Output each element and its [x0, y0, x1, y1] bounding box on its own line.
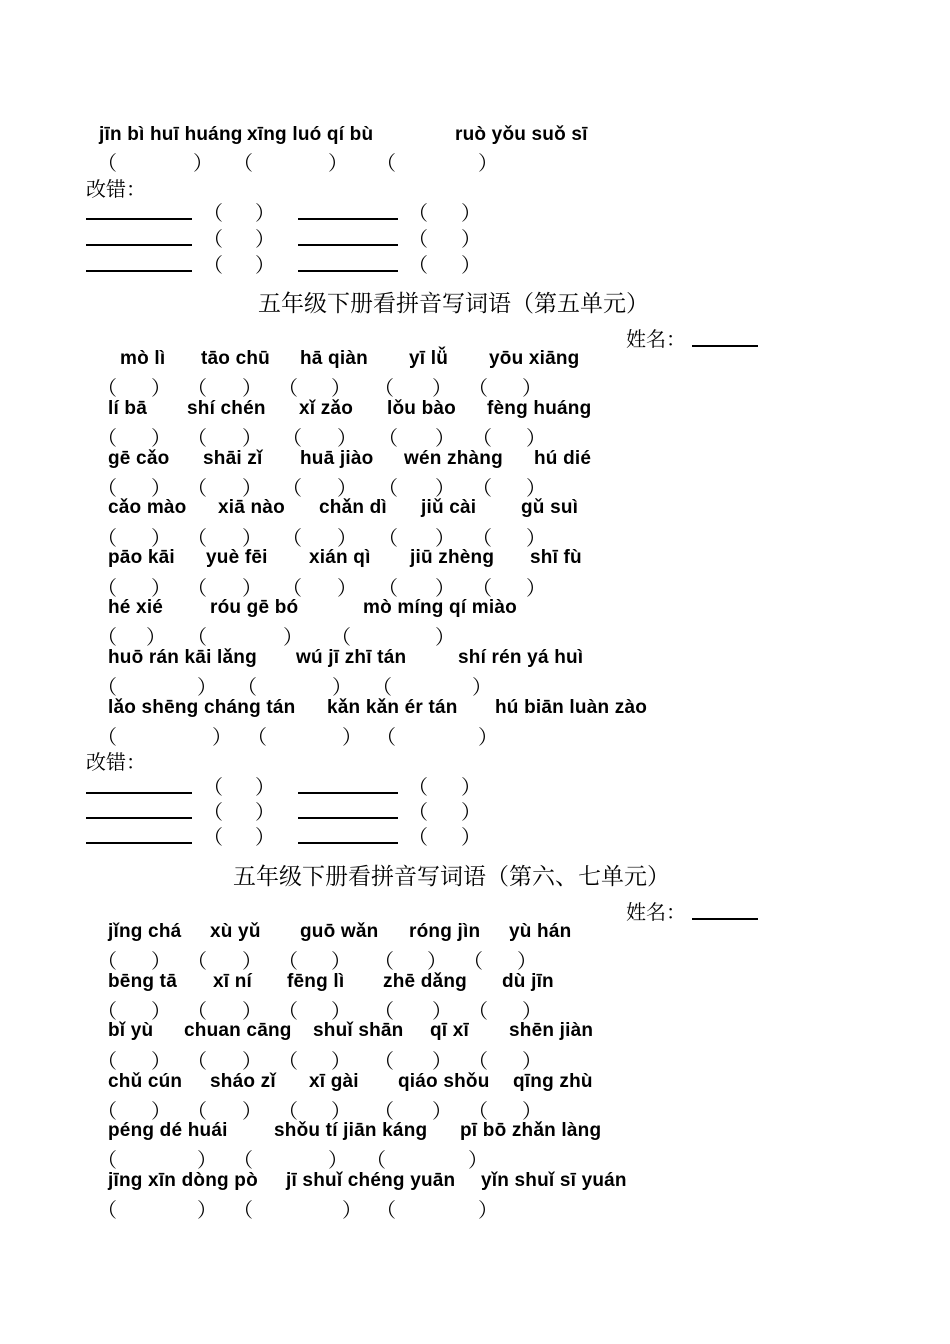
open-paren: （ — [97, 951, 117, 973]
open-paren: （ — [472, 478, 492, 500]
pinyin-word: mò míng qí miào — [363, 597, 517, 618]
close-paren: ） — [526, 578, 546, 600]
open-paren: （ — [376, 153, 396, 175]
pinyin-word: shī fù — [530, 547, 582, 568]
pinyin-word: huā jiào — [300, 448, 374, 469]
pinyin-word: pāo kāi — [108, 547, 175, 568]
pinyin-word: gē cǎo — [108, 448, 170, 469]
close-paren: ） — [435, 578, 455, 600]
pinyin-word: huō rán kāi lǎng — [108, 647, 257, 668]
pinyin-word: chǎn dì — [319, 497, 387, 518]
open-paren: （ — [374, 1051, 394, 1073]
close-paren: ） — [242, 1101, 262, 1123]
close-paren: ） — [328, 1150, 348, 1172]
open-paren: （ — [472, 428, 492, 450]
open-paren: （ — [282, 478, 302, 500]
open-paren: （ — [203, 777, 223, 799]
name-blank — [692, 918, 758, 920]
close-paren: ） — [522, 1101, 542, 1123]
close-paren: ） — [255, 777, 275, 799]
close-paren: ） — [517, 951, 537, 973]
close-paren: ） — [331, 1051, 351, 1073]
open-paren: （ — [97, 1001, 117, 1023]
pinyin-word: yī lǚ — [409, 348, 449, 369]
blank-line — [298, 270, 398, 272]
close-paren: ） — [472, 677, 492, 699]
pinyin-word: gǔ suì — [521, 497, 579, 518]
close-paren: ） — [337, 578, 357, 600]
open-paren: （ — [203, 255, 223, 277]
open-paren: （ — [97, 528, 117, 550]
pinyin-word: hā qiàn — [300, 348, 368, 369]
close-paren: ） — [242, 578, 262, 600]
open-paren: （ — [374, 1101, 394, 1123]
blank-line — [298, 244, 398, 246]
open-paren: （ — [187, 478, 207, 500]
close-paren: ） — [461, 229, 481, 251]
open-paren: （ — [187, 428, 207, 450]
open-paren: （ — [97, 428, 117, 450]
close-paren: ） — [151, 1051, 171, 1073]
close-paren: ） — [432, 1101, 452, 1123]
open-paren: （ — [97, 677, 117, 699]
pinyin-word: lǎo shēng cháng tán — [108, 697, 296, 718]
open-paren: （ — [187, 1101, 207, 1123]
blank-line — [86, 244, 192, 246]
close-paren: ） — [432, 1051, 452, 1073]
blank-line — [86, 817, 192, 819]
unit5-title: 五年级下册看拼音写词语（第五单元） — [258, 291, 649, 317]
close-paren: ） — [331, 1101, 351, 1123]
open-paren: （ — [97, 1101, 117, 1123]
open-paren: （ — [408, 827, 428, 849]
close-paren: ） — [255, 229, 275, 251]
close-paren: ） — [212, 727, 232, 749]
close-paren: ） — [427, 951, 447, 973]
close-paren: ） — [255, 827, 275, 849]
close-paren: ） — [522, 1001, 542, 1023]
pinyin-word: jīng xīn dòng pò — [108, 1170, 258, 1191]
open-paren: （ — [187, 578, 207, 600]
close-paren: ） — [526, 478, 546, 500]
pinyin-word: shāi zǐ — [203, 448, 263, 469]
open-paren: （ — [247, 727, 267, 749]
close-paren: ） — [151, 528, 171, 550]
close-paren: ） — [461, 777, 481, 799]
pinyin-word: róng jìn — [409, 921, 481, 942]
close-paren: ） — [337, 528, 357, 550]
close-paren: ） — [435, 528, 455, 550]
open-paren: （ — [468, 378, 488, 400]
open-paren: （ — [203, 203, 223, 225]
open-paren: （ — [408, 203, 428, 225]
open-paren: （ — [187, 378, 207, 400]
open-paren: （ — [376, 727, 396, 749]
open-paren: （ — [187, 528, 207, 550]
close-paren: ） — [255, 255, 275, 277]
pinyin-word: xián qì — [309, 547, 371, 568]
name-blank — [692, 345, 758, 347]
close-paren: ） — [342, 1200, 362, 1222]
open-paren: （ — [97, 627, 117, 649]
close-paren: ） — [242, 428, 262, 450]
close-paren: ） — [151, 428, 171, 450]
pinyin-word: shí rén yá huì — [458, 647, 584, 668]
open-paren: （ — [97, 378, 117, 400]
close-paren: ） — [146, 627, 166, 649]
open-paren: （ — [97, 727, 117, 749]
pinyin-word: yù hán — [509, 921, 572, 942]
pinyin-word: jī shuǐ chéng yuān — [286, 1170, 456, 1191]
pinyin-word: xīng luó qí bù — [247, 124, 374, 145]
open-paren: （ — [237, 677, 257, 699]
open-paren: （ — [278, 1001, 298, 1023]
close-paren: ） — [478, 727, 498, 749]
pinyin-word: bǐ yù — [108, 1020, 154, 1041]
open-paren: （ — [97, 1200, 117, 1222]
close-paren: ） — [342, 727, 362, 749]
pinyin-word: shǒu tí jiān káng — [274, 1120, 428, 1141]
close-paren: ） — [255, 802, 275, 824]
pinyin-word: jīn bì huī huáng — [99, 124, 243, 145]
close-paren: ） — [331, 378, 351, 400]
close-paren: ） — [435, 428, 455, 450]
pinyin-word: sháo zǐ — [210, 1071, 276, 1092]
pinyin-word: wú jī zhī tán — [296, 647, 407, 668]
open-paren: （ — [282, 528, 302, 550]
open-paren: （ — [372, 677, 392, 699]
close-paren: ） — [151, 478, 171, 500]
close-paren: ） — [151, 951, 171, 973]
pinyin-word: xù yǔ — [210, 921, 261, 942]
close-paren: ） — [468, 1150, 488, 1172]
correction-label: 改错： — [86, 177, 146, 201]
close-paren: ） — [331, 1001, 351, 1023]
open-paren: （ — [378, 428, 398, 450]
pinyin-word: jiū zhèng — [410, 547, 495, 568]
pinyin-word: qīng zhù — [513, 1071, 593, 1092]
close-paren: ） — [151, 378, 171, 400]
open-paren: （ — [278, 378, 298, 400]
open-paren: （ — [203, 827, 223, 849]
pinyin-word: shēn jiàn — [509, 1020, 594, 1041]
open-paren: （ — [463, 951, 483, 973]
open-paren: （ — [282, 578, 302, 600]
pinyin-word: lǒu bào — [387, 398, 456, 419]
close-paren: ） — [526, 528, 546, 550]
pinyin-word: hú biān luàn zào — [495, 697, 648, 718]
close-paren: ） — [435, 627, 455, 649]
close-paren: ） — [242, 478, 262, 500]
open-paren: （ — [278, 951, 298, 973]
close-paren: ） — [151, 578, 171, 600]
open-paren: （ — [187, 1051, 207, 1073]
open-paren: （ — [374, 1001, 394, 1023]
correction-label: 改错： — [86, 750, 146, 774]
open-paren: （ — [366, 1150, 386, 1172]
pinyin-word: hé xié — [108, 597, 164, 618]
pinyin-word: fēng lì — [287, 971, 345, 992]
name-label: 姓名： — [626, 900, 686, 924]
close-paren: ） — [432, 1001, 452, 1023]
close-paren: ） — [461, 255, 481, 277]
open-paren: （ — [187, 627, 207, 649]
pinyin-word: guō wǎn — [300, 921, 379, 942]
pinyin-word: lí bā — [108, 398, 148, 419]
open-paren: （ — [408, 255, 428, 277]
pinyin-word: fèng huáng — [487, 398, 592, 419]
pinyin-word: kǎn kǎn ér tán — [327, 697, 458, 718]
open-paren: （ — [408, 802, 428, 824]
open-paren: （ — [468, 1051, 488, 1073]
unit67-title: 五年级下册看拼音写词语（第六、七单元） — [233, 864, 670, 890]
close-paren: ） — [197, 1150, 217, 1172]
close-paren: ） — [242, 1001, 262, 1023]
close-paren: ） — [283, 627, 303, 649]
pinyin-word: shuǐ shān — [313, 1020, 404, 1041]
open-paren: （ — [97, 478, 117, 500]
open-paren: （ — [97, 153, 117, 175]
pinyin-word: shí chén — [187, 398, 266, 419]
close-paren: ） — [242, 528, 262, 550]
pinyin-word: bēng tā — [108, 971, 177, 992]
open-paren: （ — [278, 1051, 298, 1073]
pinyin-word: yǐn shuǐ sī yuán — [481, 1170, 627, 1191]
pinyin-word: péng dé huái — [108, 1120, 228, 1141]
close-paren: ） — [151, 1001, 171, 1023]
close-paren: ） — [526, 428, 546, 450]
pinyin-word: mò lì — [120, 348, 166, 369]
pinyin-word: cǎo mào — [108, 497, 187, 518]
blank-line — [298, 817, 398, 819]
close-paren: ） — [242, 1051, 262, 1073]
close-paren: ） — [461, 802, 481, 824]
open-paren: （ — [278, 1101, 298, 1123]
close-paren: ） — [522, 1051, 542, 1073]
close-paren: ） — [197, 1200, 217, 1222]
pinyin-word: chuan cāng — [184, 1020, 292, 1041]
close-paren: ） — [435, 478, 455, 500]
blank-line — [86, 792, 192, 794]
pinyin-word: ruò yǒu suǒ sī — [455, 124, 588, 145]
open-paren: （ — [233, 1150, 253, 1172]
open-paren: （ — [203, 229, 223, 251]
pinyin-word: pī bō zhǎn làng — [460, 1120, 602, 1141]
open-paren: （ — [97, 1051, 117, 1073]
open-paren: （ — [233, 153, 253, 175]
open-paren: （ — [472, 578, 492, 600]
pinyin-word: zhē dǎng — [383, 971, 467, 992]
open-paren: （ — [376, 1200, 396, 1222]
blank-line — [86, 218, 192, 220]
open-paren: （ — [331, 627, 351, 649]
close-paren: ） — [432, 378, 452, 400]
blank-line — [298, 218, 398, 220]
close-paren: ） — [332, 677, 352, 699]
pinyin-word: chǔ cún — [108, 1071, 183, 1092]
open-paren: （ — [374, 951, 394, 973]
open-paren: （ — [468, 1001, 488, 1023]
close-paren: ） — [255, 203, 275, 225]
pinyin-word: jǐng chá — [108, 921, 182, 942]
close-paren: ） — [193, 153, 213, 175]
open-paren: （ — [378, 528, 398, 550]
pinyin-word: tāo chū — [201, 348, 270, 369]
pinyin-word: qiáo shǒu — [398, 1071, 490, 1092]
close-paren: ） — [331, 951, 351, 973]
open-paren: （ — [472, 528, 492, 550]
blank-line — [86, 842, 192, 844]
close-paren: ） — [461, 827, 481, 849]
open-paren: （ — [97, 578, 117, 600]
blank-line — [298, 792, 398, 794]
open-paren: （ — [408, 777, 428, 799]
pinyin-word: xī ní — [213, 971, 253, 992]
close-paren: ） — [242, 378, 262, 400]
pinyin-word: xī gài — [309, 1071, 359, 1092]
close-paren: ） — [328, 153, 348, 175]
open-paren: （ — [203, 802, 223, 824]
pinyin-word: wén zhàng — [404, 448, 503, 469]
open-paren: （ — [187, 951, 207, 973]
close-paren: ） — [337, 478, 357, 500]
close-paren: ） — [197, 677, 217, 699]
open-paren: （ — [378, 578, 398, 600]
close-paren: ） — [242, 951, 262, 973]
pinyin-word: yuè fēi — [206, 547, 268, 568]
pinyin-word: qī xī — [430, 1020, 470, 1041]
close-paren: ） — [478, 153, 498, 175]
blank-line — [298, 842, 398, 844]
blank-line — [86, 270, 192, 272]
close-paren: ） — [478, 1200, 498, 1222]
open-paren: （ — [378, 478, 398, 500]
open-paren: （ — [97, 1150, 117, 1172]
open-paren: （ — [468, 1101, 488, 1123]
name-label: 姓名： — [626, 327, 686, 351]
open-paren: （ — [233, 1200, 253, 1222]
pinyin-word: dù jīn — [502, 971, 554, 992]
pinyin-word: xiā nào — [218, 497, 285, 518]
pinyin-word: róu gē bó — [210, 597, 299, 618]
close-paren: ） — [522, 378, 542, 400]
close-paren: ） — [337, 428, 357, 450]
pinyin-word: hú dié — [534, 448, 592, 469]
pinyin-word: yōu xiāng — [489, 348, 580, 369]
open-paren: （ — [374, 378, 394, 400]
open-paren: （ — [187, 1001, 207, 1023]
pinyin-word: xǐ zǎo — [299, 398, 353, 419]
pinyin-word: jiǔ cài — [421, 497, 477, 518]
close-paren: ） — [151, 1101, 171, 1123]
close-paren: ） — [461, 203, 481, 225]
open-paren: （ — [408, 229, 428, 251]
open-paren: （ — [282, 428, 302, 450]
